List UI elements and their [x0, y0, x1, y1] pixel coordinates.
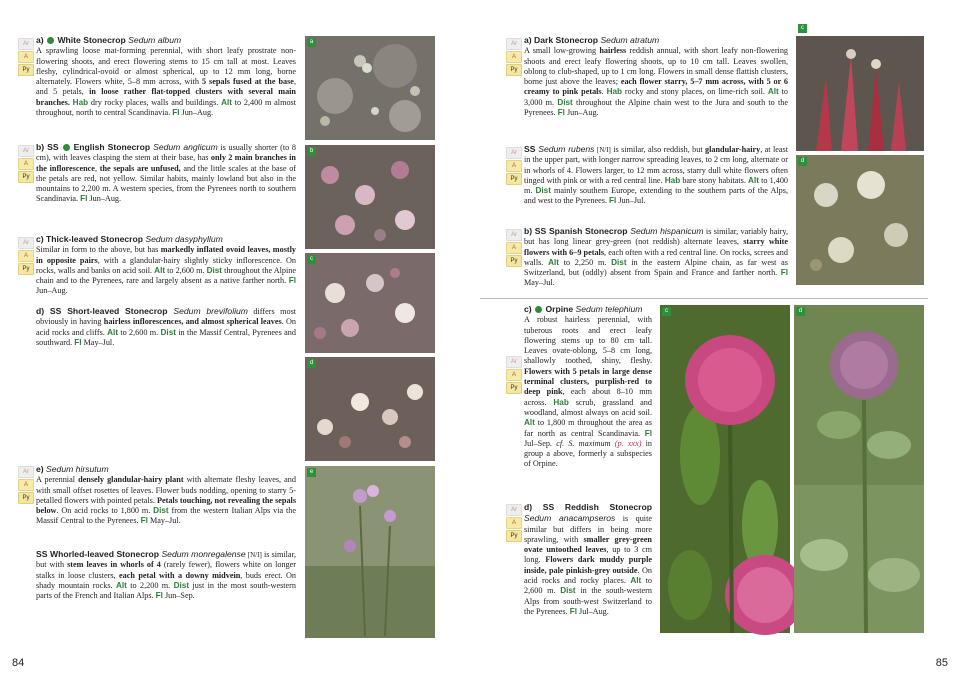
entry-spanish-stonecrop: b) SS Spanish Stonecrop Sedum hispanicum is similar, variably hairy, but has long linear grey-green (not reddish) alternate leaves, starry white flowers with 6–9 petals, each often with a red central line. On rocks, screes and walls. Alt to 2,250 m. Dist in the eastern Alpine chain, as far west as Switzerland, but (oddly) absent from Spain and France and farther north. Fl May–Jul. — [524, 226, 789, 288]
photo-orpine: c — [660, 305, 790, 633]
succulent-photo-icon — [305, 36, 435, 140]
flower-photo-icon — [660, 305, 790, 633]
section-divider — [480, 298, 928, 299]
right-page — [480, 0, 960, 681]
photo-short-leaved-stonecrop: d — [305, 357, 435, 461]
entry-thick-leaved-stonecrop: c) Thick-leaved Stonecrop Sedum dasyphyllum Similar in form to the above, but has markedly inflated ovoid leaves, mostly in opposite pairs, with a glandular-hairy slightly sticky inflorescence. On rocks, walls and banks on acid soil. Alt to 2,600 m. Dist throughout the Alpine chain and to the Pyrenees, rare and largely absent as a native farther north. Fl Jun–Aug. — [36, 234, 297, 296]
region-badges: Ar A Py — [506, 147, 522, 186]
region-badges: Ar A Py — [506, 356, 522, 395]
entry-reddish-stonecrop: d) SS Reddish Stonecrop Sedum anacampseros is quite similar but differs in being more sprawling, with smaller grey-green ovate untoothed leaves, up to 3 cm long. Flowers dark muddy purple inside, pale pinkish-grey outside. On acid rocks and rocky places. Alt to 2,600 m. Dist in the south-western Alps from south-west Switzerland to the Pyrenees. Fl Jul–Aug. — [524, 502, 653, 616]
species-dot-icon — [535, 306, 542, 313]
region-badges: Ar A Py — [506, 229, 522, 268]
flower-photo-icon — [305, 357, 435, 461]
photo-sedum-rubens: d — [796, 155, 924, 285]
flower-photo-icon — [796, 155, 924, 285]
badge-ar: Ar — [18, 38, 34, 50]
entry-sedum-rubens: SS Sedum rubens [N/I] is similar, also reddish, but glandular-hairy, at least in the upper part, with longer narrow spreading leaves, to 2 cm long, alternate or in whorls of 4. Flowers larger, to 12 mm across, starry dull white flowers often tinged with pink or with a red central line. Hab bare stony habitats. Alt to 1,400 m. Dist mainly southern Europe, extending to the southern parts of the Alps, and west to the Pyrenees. Fl Jun–Jul. — [524, 144, 789, 206]
region-badges: Ar A Py — [18, 466, 34, 505]
photo-reddish-stonecrop: d — [794, 305, 924, 633]
flower-photo-icon — [794, 305, 924, 633]
entry-sedum-hirsutum: e) Sedum hirsutum A perennial densely glandular-hairy plant with alternate fleshy leaves, and with small offset rosettes of leaves. Flower buds nodding, opening to starry 5-petalled flowers with pointed petals. Petals touching, not revealing the sepals below. On acid rocks to 1,800 m. Dist from the western Italian Alps via the Massif Central to the Pyrenees. Fl May–Jul. — [36, 464, 297, 526]
page-number: 85 — [935, 657, 948, 669]
flower-photo-icon — [305, 253, 435, 353]
species-dot-icon — [63, 144, 70, 151]
photo-white-stonecrop: a — [305, 36, 435, 140]
flower-photo-icon — [305, 466, 435, 638]
photo-thick-leaved-stonecrop: c — [305, 253, 435, 353]
entry-whorled-leaved-stonecrop: SS Whorled-leaved Stonecrop Sedum monregalense [N/I] is similar, but with stem leaves in whorls of 4 (rarely fewer), flowers white on longer stalks in loose clusters, each petal with a downy midvein, buds erect. On shady mountain rocks. Alt to 2,200 m. Dist just in the most south-western parts of the French and Italian Alps. Fl Jun–Sep. — [36, 549, 297, 601]
badge-py: Py — [18, 64, 34, 76]
region-badges: Ar A Py — [506, 38, 522, 77]
region-badges — [18, 38, 34, 77]
entry-english-stonecrop: b) SS English Stonecrop Sedum anglicum is usually shorter (to 8 cm), with leaves clasping the stem at their base, has only 2 main branches in the inflorescence, the sepals are unfused, and the little scales at the base of the petals are red, not yellow. Similar habits, mainly lowland but also in the mountains to 2,200 m. A western species, from the Pyrenees north to southern Scandinavia. Fl Jun–Aug. — [36, 142, 297, 204]
photo-sedum-hirsutum: e — [305, 466, 435, 638]
region-badges: Ar A Py — [506, 504, 522, 543]
photo-english-stonecrop: b — [305, 145, 435, 249]
page-reference-link[interactable]: (p. xxx) — [614, 438, 642, 448]
entry-white-stonecrop: a) White Stonecrop Sedum album A sprawling loose mat-forming perennial, with short leafy prostrate non-flowering shoots, and erect flowering stems to 15 cm tall at most. Leaves fleshy, cylindrical-ovoid or almost spherical, up to 12 mm long, borne alternately. Flowers white, 5–8 mm across, with 5 sepals fused at the base, and 5 petals, in loose rather flat-topped clusters with several main branches. Hab dry rocky places, walls and buildings. Alt to 2,400 m almost throughout, north to central Scandinavia. Fl Jun–Aug. — [36, 35, 296, 118]
page-number: 84 — [12, 657, 25, 669]
flower-photo-icon — [305, 145, 435, 249]
succulent-photo-icon — [796, 36, 924, 151]
entry-short-leaved-stonecrop: d) SS Short-leaved Stonecrop Sedum brevifolium differs most obviously in having hairless inflorescences, and almost spherical leaves. On acid rocks and cliffs. Alt to 2,600 m. Dist in the Massif Central, Pyrenees and southward. Fl May–Jul. — [36, 306, 297, 347]
species-dot-icon — [47, 37, 54, 44]
badge-a: A — [18, 51, 34, 63]
entry-dark-stonecrop: a) Dark Stonecrop Sedum atratum A small low-growing hairless reddish annual, with short leafy non-flowering shoots and erect leafy flowering shoots, up to 10 cm tall. Leaves swollen, oblong to club-shaped, up to 1 cm long. Flowers in small dense flattish clusters, borne just above the leaves; each flower starry, 5–7 mm across, with 5 or 6 creamy to pink petals. Hab rocky and stony places, on lime-rich soil. Alt to 3,000 m. Dist throughout the Alpine chain west to the Jura and south to the Pyrenees. Fl Jun–Aug. — [524, 35, 789, 118]
entry-orpine: c) Orpine Sedum telephium A robust hairless perennial, with tuberous roots and erect leafy flowering stems up to 80 cm tall. Leaves ovate-oblong, 5–8 cm long, shallowly toothed, shiny, fleshy. Flowers with 5 petals in large dense terminal clusters, purplish-red to deep pink, each about 8–10 mm across. Hab scrub, grassland and woodland, almost always on acid soil. Alt to 1,800 m throughout the area as far north as central Scandinavia. Fl Jul–Sep. cf. S. maximum (p. xxx) in group a above, formerly a subspecies of Orpine. — [524, 304, 653, 469]
region-badges: Ar A Py — [18, 145, 34, 184]
region-badges: Ar A Py — [18, 237, 34, 276]
photo-dark-stonecrop: c — [796, 36, 924, 151]
